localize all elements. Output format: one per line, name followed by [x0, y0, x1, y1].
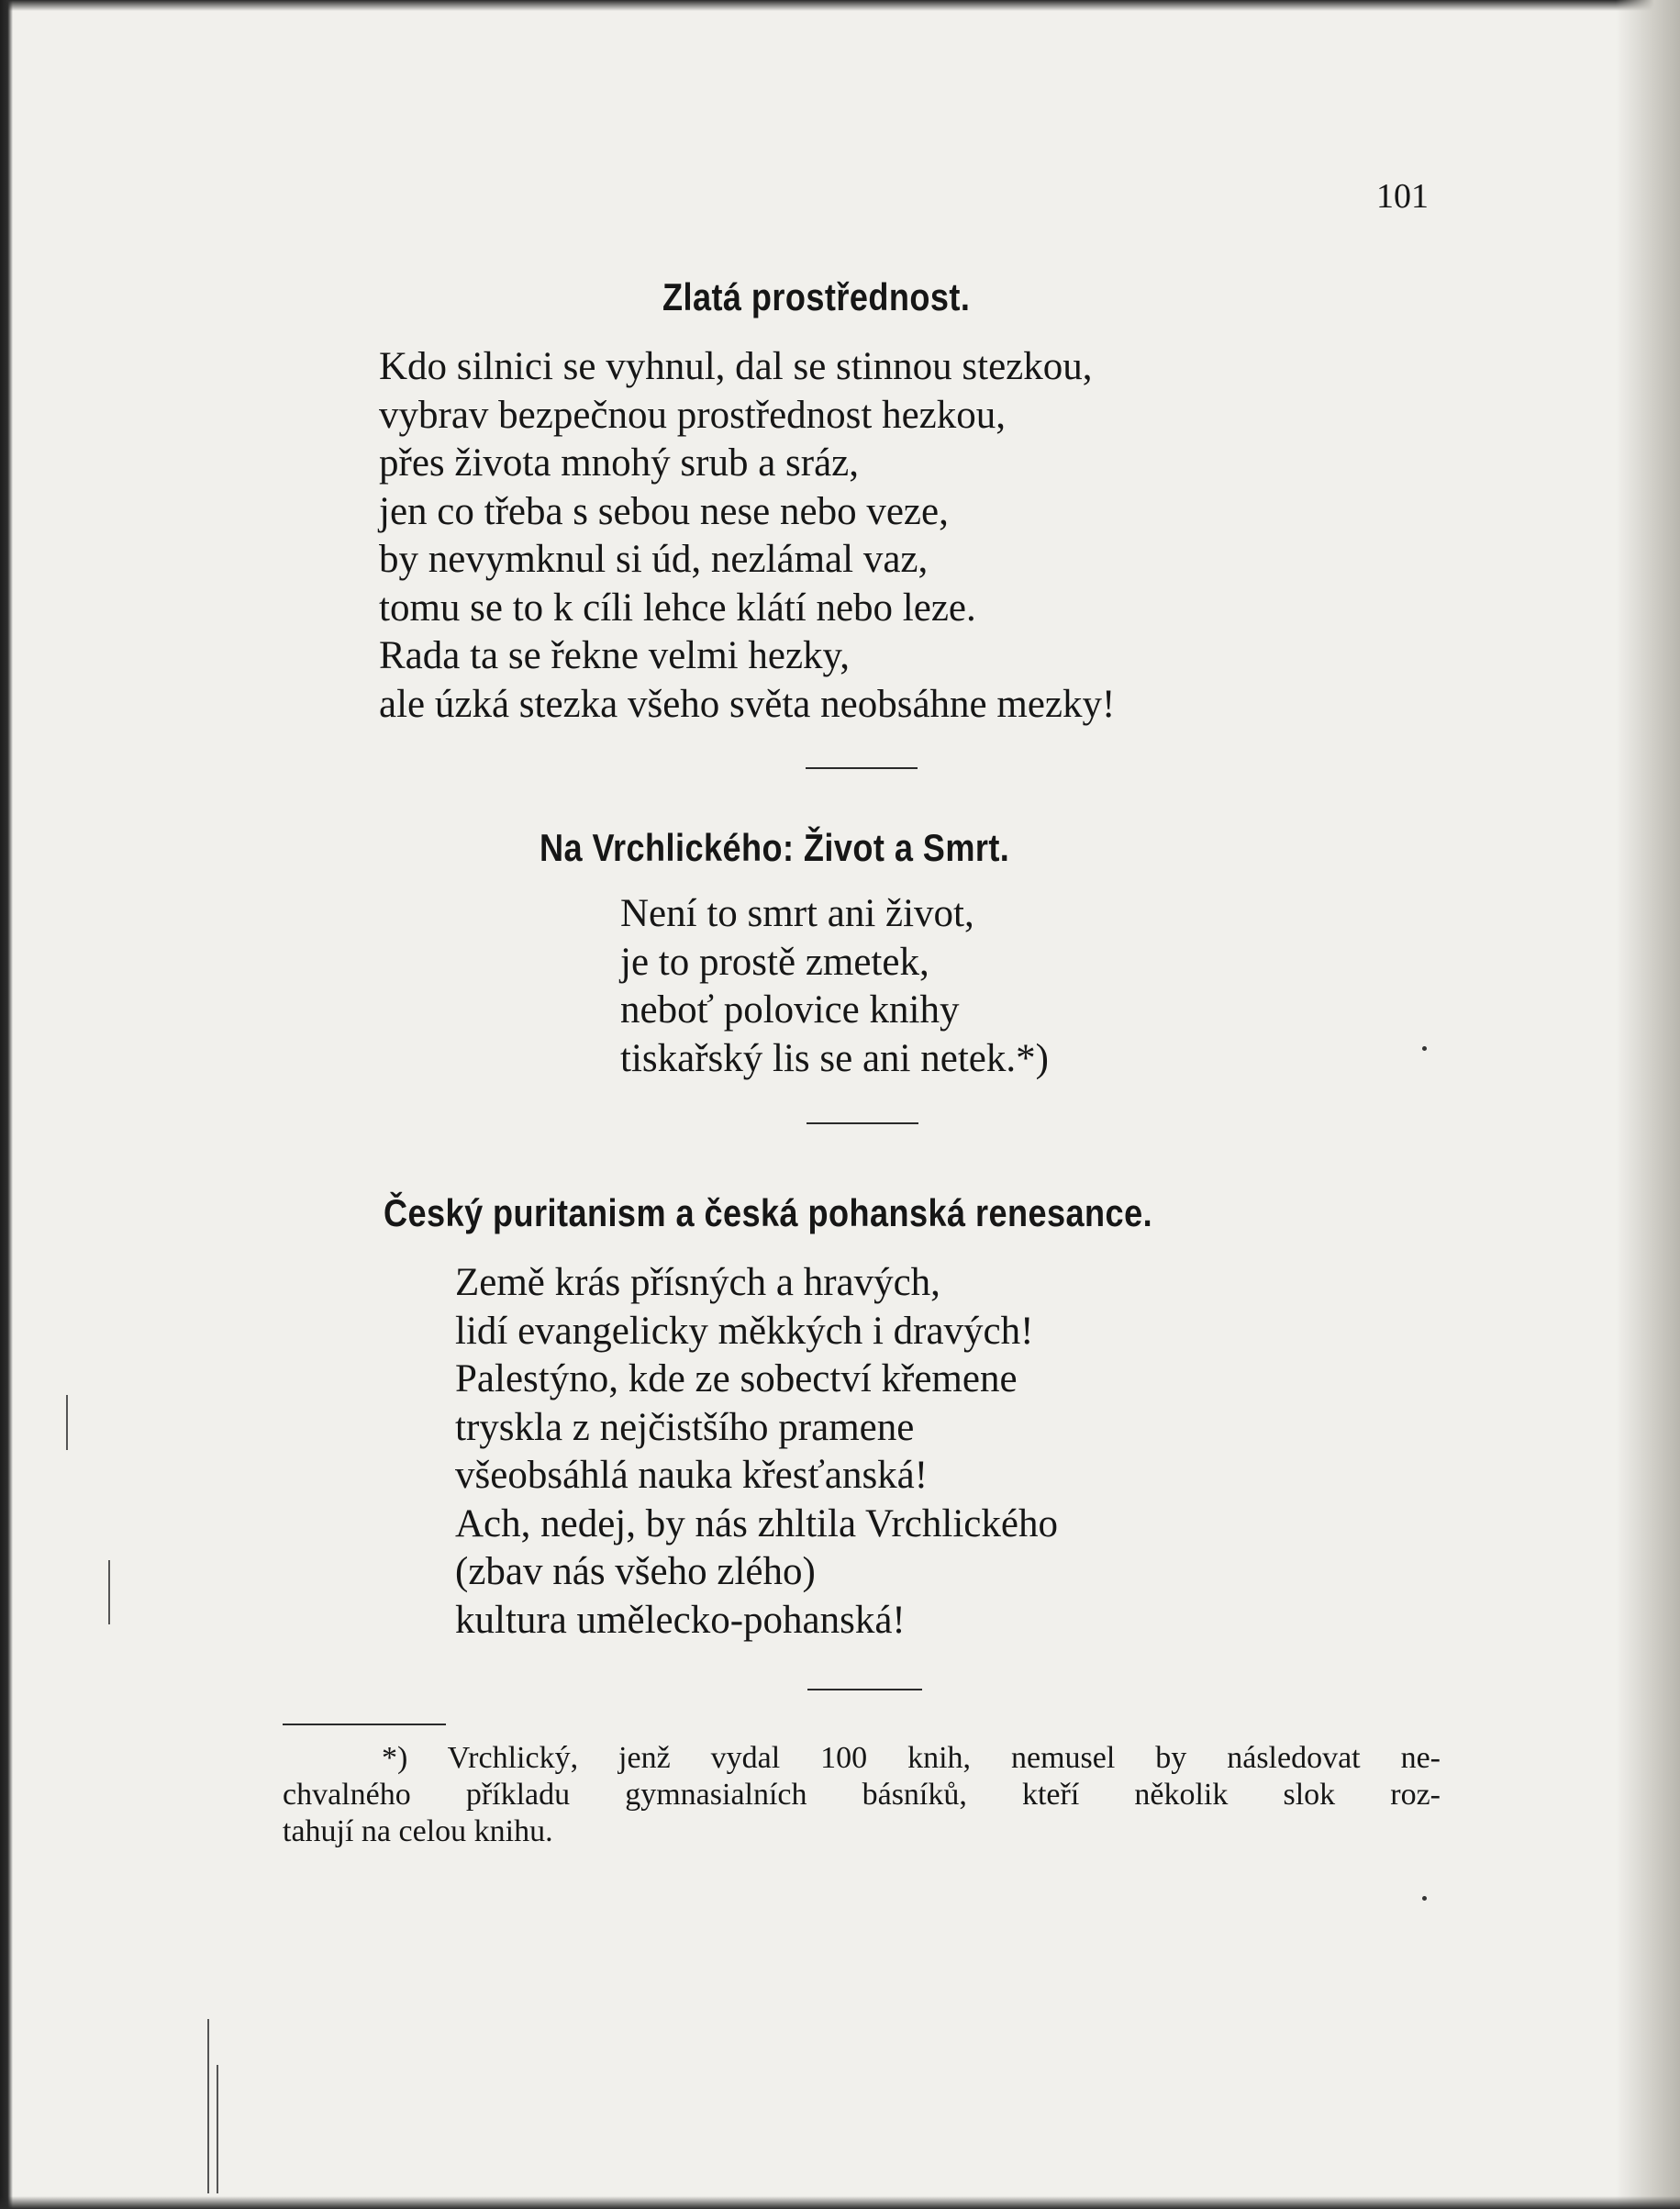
footnote: [283, 1740, 1441, 1850]
scan-speck: [1422, 1046, 1427, 1051]
page-number: 101: [1376, 177, 1429, 216]
scan-speck: [1422, 1896, 1427, 1901]
scan-artifact: [66, 1395, 68, 1450]
poem-line: lidí evangelicky měkkých i dravých!: [455, 1309, 1034, 1353]
poem-cesky-puritanism: [455, 1259, 1058, 1645]
poem-line: tiskařský lis se ani netek.*): [620, 1036, 1049, 1080]
poem-line: neboť polovice knihy: [620, 988, 960, 1032]
scan-edge-left: [0, 0, 13, 2209]
footnote-line: tahují na celou knihu.: [283, 1814, 553, 1848]
section-separator: [807, 1689, 922, 1690]
poem-line: kultura umělecko-pohanská!: [455, 1598, 906, 1642]
poem-line: (zbav nás všeho zlého): [455, 1550, 816, 1593]
footnote-line: chvalného příkladu gymnasialních básníků, kteří několik slok roz-: [283, 1778, 1441, 1812]
poem-line: přes života mnohý srub a sráz,: [379, 441, 860, 485]
poem-title-zlata-prostrednost: Zlatá prostřednost.: [662, 275, 971, 318]
poem-line: všeobsáhlá nauka křesťanská!: [455, 1454, 929, 1497]
section-separator: [807, 1122, 918, 1124]
scan-artifact: [217, 2065, 218, 2193]
poem-title-cesky-puritanism: Český puritanism a česká pohanská renesance.: [384, 1191, 1153, 1234]
poem-line: Kdo silnici se vyhnul, dal se stinnou stezkou,: [379, 345, 1093, 388]
scan-artifact: [207, 2019, 209, 2193]
scan-edge-top: [0, 0, 1680, 11]
poem-line: Není to smrt ani život,: [620, 892, 974, 935]
poem-na-vrchlickeho: [620, 890, 1049, 1083]
scan-artifact: [108, 1560, 110, 1624]
poem-line: tomu se to k cíli lehce klátí nebo leze.: [379, 586, 976, 630]
scan-edge-right: [1616, 0, 1680, 2209]
section-separator: [806, 767, 918, 769]
poem-line: tryskla z nejčistšího pramene: [455, 1405, 915, 1449]
poem-line: Rada ta se řekne velmi hezky,: [379, 634, 850, 677]
footnote-rule: [283, 1724, 446, 1725]
poem-line: Země krás přísných a hravých,: [455, 1261, 940, 1304]
scan-edge-bottom: [0, 2196, 1680, 2209]
poem-line: by nevymknul si úd, nezlámal vaz,: [379, 538, 929, 581]
poem-line: je to prostě zmetek,: [620, 940, 929, 984]
poem-line: jen co třeba s sebou nese nebo veze,: [379, 489, 949, 533]
footnote-line: *) Vrchlický, jenž vydal 100 knih, nemusel by následovat ne-: [382, 1741, 1441, 1775]
poem-line: Ach, nedej, by nás zhltila Vrchlického: [455, 1501, 1058, 1545]
poem-title-na-vrchlickeho: Na Vrchlického: Život a Smrt.: [540, 826, 1010, 869]
poem-line: ale úzká stezka všeho světa neobsáhne mezky!: [379, 682, 1116, 726]
poem-line: vybrav bezpečnou prostřednost hezkou,: [379, 393, 1007, 437]
poem-line: Palestýno, kde ze sobectví křemene: [455, 1357, 1018, 1400]
poem-zlata-prostrednost: [379, 343, 1115, 729]
